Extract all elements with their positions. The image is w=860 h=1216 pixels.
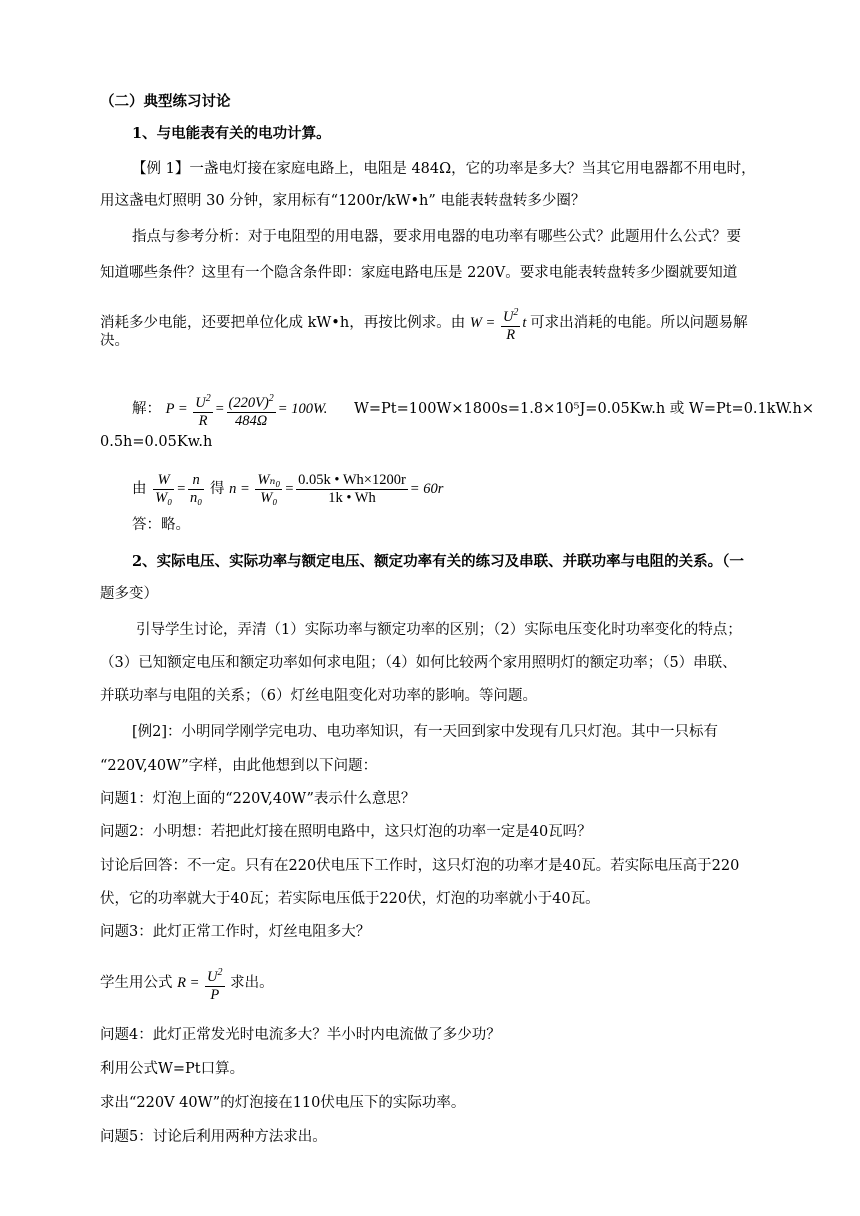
ratio-fraction-w xyxy=(153,472,174,507)
formula-n-lhs: n = xyxy=(229,481,250,497)
ratio-mid: 得 xyxy=(209,481,225,497)
example-1-line-2: 用这盏电灯照明 30 分钟，家用标有“1200r/kW•h” 电能表转盘转多少圈？ xyxy=(100,193,586,209)
example-1-line-1: 【例 1】一盏电灯接在家庭电路上，电阻是 484Ω，它的功率是多大？当其它用电器都不用电时， xyxy=(132,161,756,177)
question-3: 问题3：此灯正常工作时，灯丝电阻多大？ xyxy=(100,924,371,940)
formula-n: n = $\frac{\text{Wₙ₀}}{\text{W₀}}$ = $\frac{0.05k • Wh\times 1200r}{1k • Wh}$ = 60r xyxy=(229,472,444,507)
formula-w-tail: t xyxy=(522,315,527,331)
guide-line-2: （3）已知额定电压和额定功率如何求电阻；（4）如何比较两个家用照明灯的额定功率；（5）串联、 xyxy=(100,655,737,671)
discussion-line-2: 伏，它的功率就大于40瓦；若实际电压低于220伏，灯泡的功率就小于40瓦。 xyxy=(100,891,600,907)
formula-w-sup: 2 xyxy=(513,306,519,318)
formula-w-den: R xyxy=(506,326,516,343)
topic-1-heading: 1、与电能表有关的电功计算。 xyxy=(132,125,331,142)
question-5: 问题5：讨论后利用两种方法求出。 xyxy=(100,1129,327,1145)
use-formula-line: 利用公式W=Pt口算。 xyxy=(100,1061,245,1077)
formula-w-num: U xyxy=(502,308,514,325)
formula-r-fraction xyxy=(205,964,224,1004)
discussion-line-1: 讨论后回答：不一定。只有在220伏电压下工作时，这只灯泡的功率才是40瓦。若实际电压高于220 xyxy=(100,858,740,874)
analysis-line-3 xyxy=(100,300,748,346)
formula-p: P = $\frac{U^2}{R}$ = $\frac{(220V)^2}{484\Omega}$ = 100W. xyxy=(166,401,328,417)
ratio-f1-num: W xyxy=(153,472,174,490)
ratio-result: = 60r xyxy=(409,481,444,497)
analysis-line-3-pre: 消耗多少电能，还要把单位化成 kW•h，再按比例求。由 xyxy=(100,315,466,331)
formula-p-fraction-1 xyxy=(193,390,212,430)
formula-r-den: P xyxy=(210,986,220,1003)
formula-ratio xyxy=(151,472,210,507)
formula-p-sup-1: 2 xyxy=(205,392,211,404)
formula-p-num-1: U xyxy=(195,394,206,411)
solution-line xyxy=(132,386,327,432)
solution-w-line: W=Pt=100W×1800s=1.8×10⁵J=0.05Kw.h 或 W=Pt=0.1kW.h× xyxy=(354,401,815,417)
formula-r-sup: 2 xyxy=(217,966,223,978)
ratio-f3-num: Wₙ₀ xyxy=(257,472,281,489)
formula-p-den-2: 484Ω xyxy=(235,412,268,429)
ratio-line xyxy=(132,466,443,512)
ratio-f2-num: n xyxy=(188,472,204,490)
ratio-f4-num: 0.05k • Wh×1200r xyxy=(298,472,406,489)
section-title: （二）典型练习讨论 xyxy=(100,93,231,110)
question-2: 问题2：小明想：若把此灯接在照明电路中，这只灯泡的功率一定是40瓦吗？ xyxy=(100,824,592,840)
analysis-line-1: 指点与参考分析：对于电阻型的用电器，要求用电器的电功率有哪些公式？此题用什么公式？要 xyxy=(132,229,741,245)
guide-line-3: 并联功率与电阻的关系；（6）灯丝电阻变化对功率的影响。等问题。 xyxy=(100,688,537,704)
ratio-f4-den: 1k • Wh xyxy=(328,490,376,507)
ratio-pre: 由 xyxy=(132,481,147,497)
formula-p-den-1: R xyxy=(198,412,208,429)
find-110v-line: 求出“220V 40W”的灯泡接在110伏电压下的实际功率。 xyxy=(100,1095,466,1111)
example-2-line-2: “220V,40W”字样，由此他想到以下问题： xyxy=(100,758,378,774)
analysis-line-4: 决。 xyxy=(100,333,129,349)
topic-2-line-2: 题多变） xyxy=(100,586,158,602)
formula-r-pre: 学生用公式 xyxy=(100,975,173,991)
formula-n-fraction-2 xyxy=(296,472,408,507)
formula-r-post: 求出。 xyxy=(230,975,274,991)
formula-p-result: = 100W. xyxy=(277,401,328,417)
formula-r-lhs: R = xyxy=(177,975,200,991)
ratio-eq: = xyxy=(176,481,187,497)
topic-2-line-1 xyxy=(132,552,744,572)
formula-n-fraction-1 xyxy=(255,472,282,507)
topic-2-text-1: 2、实际电压、实际功率与额定电压、额定功率有关的练习及串联、并联功率与电阻的关系。（一 xyxy=(132,553,744,570)
question-1: 问题1：灯泡上面的“220V,40W”表示什么意思？ xyxy=(100,791,416,807)
formula-r-line xyxy=(100,960,274,1006)
formula-p-fraction-2 xyxy=(227,390,276,430)
formula-r-num: U xyxy=(207,968,218,985)
analysis-line-2: 知道哪些条件？这里有一个隐含条件即：家庭电路电压是 220V。要求电能表转盘转多少圈就要知道 xyxy=(100,265,738,281)
solution-label: 解： xyxy=(132,401,161,417)
question-4: 问题4：此灯正常发光时电流多大？半小时内电流做了多少功？ xyxy=(100,1027,501,1043)
solution-continuation: 0.5h=0.05Kw.h xyxy=(100,434,213,450)
ratio-f3-den: W₀ xyxy=(260,490,278,507)
guide-line-1: 引导学生讨论，弄清（1）实际功率与额定功率的区别；（2）实际电压变化时功率变化的特点； xyxy=(136,622,742,638)
ratio-f1-den: W₀ xyxy=(155,490,173,507)
formula-w-u2r-t xyxy=(469,306,530,343)
formula-p-lhs: P = xyxy=(165,401,188,417)
ratio-f2-den: n₀ xyxy=(190,490,203,507)
formula-w-fraction xyxy=(501,304,520,344)
formula-p-sup-2: 2 xyxy=(268,392,274,404)
answer-line: 答：略。 xyxy=(132,517,190,533)
analysis-line-3-post: 可求出消耗的电能。所以问题易解 xyxy=(530,315,748,331)
ratio-fraction-n xyxy=(188,472,204,507)
formula-r xyxy=(177,966,230,1003)
example-2-line-1: [例2]：小明同学刚学完电功、电功率知识，有一天回到家中发现有几只灯泡。其中一只标有 xyxy=(132,724,719,740)
formula-p-num-2: (220V) xyxy=(228,394,269,411)
formula-w-lhs: W = xyxy=(469,315,496,331)
